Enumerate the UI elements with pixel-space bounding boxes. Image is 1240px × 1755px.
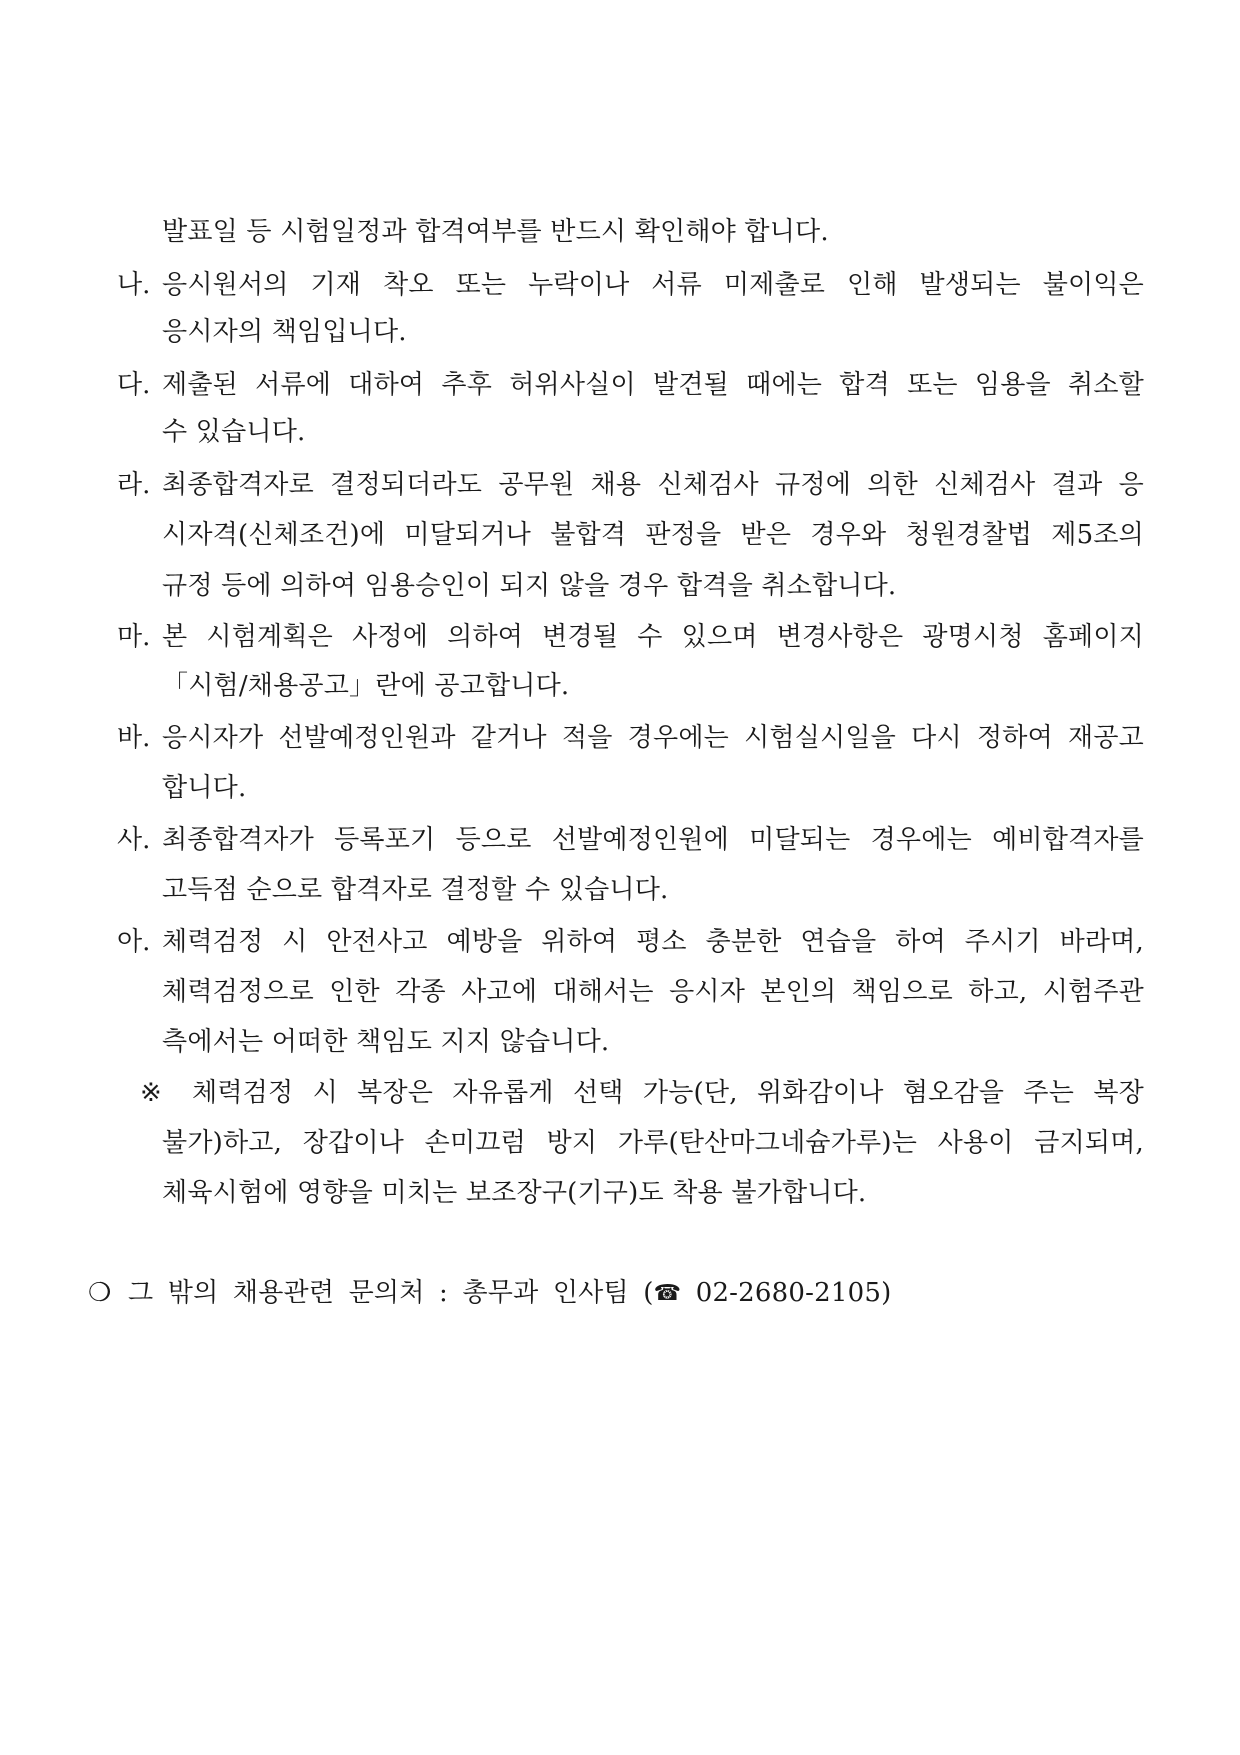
note-text-line: 체육시험에 영향을 미치는 보조장구(기구)도 착용 불가합니다. (162, 1178, 867, 1208)
item-text-line: 수 있습니다. (162, 417, 306, 447)
item-text-line: 응시자의 책임입니다. (162, 317, 407, 347)
item-text-line: 체력검정 시 안전사고 예방을 위하여 평소 충분한 연습을 하여 주시기 바라며, (162, 927, 1144, 957)
note-marker: ※ (140, 1078, 162, 1108)
item-marker: 바. (117, 723, 151, 753)
note-item (0, 1073, 1240, 1113)
list-item-continuation (0, 972, 1240, 1012)
item-text-line: 최종합격자로 결정되더라도 공무원 채용 신체검사 규정에 의한 신체검사 결과 응 (162, 470, 1144, 500)
telephone-icon: ☎ (653, 1281, 682, 1306)
list-item (0, 465, 1240, 505)
item-text-line: 합니다. (162, 773, 247, 803)
item-text-line: 규정 등에 의하여 임용승인이 되지 않을 경우 합격을 취소합니다. (162, 571, 897, 601)
list-item-continuation (0, 1022, 1240, 1062)
list-item-continuation (0, 312, 1240, 352)
item-text-line: 제출된 서류에 대하여 추후 허위사실이 발견될 때에는 합격 또는 임용을 취소할 (162, 370, 1144, 400)
list-item-continuation (0, 768, 1240, 808)
item-marker: 라. (117, 470, 151, 500)
item-text-line: 응시원서의 기재 착오 또는 누락이나 서류 미제출로 인해 발생되는 불이익은 (162, 270, 1144, 300)
list-item (0, 265, 1240, 305)
list-item (0, 212, 1240, 252)
item-text-line: 본 시험계획은 사정에 의하여 변경될 수 있으며 변경사항은 광명시청 홈페이지 (162, 622, 1144, 652)
list-item (0, 365, 1240, 405)
item-marker: 아. (117, 927, 151, 957)
list-item (0, 617, 1240, 657)
contact-text (128, 1273, 1028, 1313)
list-item-continuation (0, 666, 1240, 706)
list-item (0, 820, 1240, 860)
item-text-line: 고득점 순으로 합격자로 결정할 수 있습니다. (162, 875, 669, 905)
list-item-continuation (0, 412, 1240, 452)
item-text-line: 응시자가 선발예정인원과 같거나 적을 경우에는 시험실시일을 다시 정하여 재공고 (162, 723, 1144, 753)
item-text-line: 발표일 등 시험일정과 합격여부를 반드시 확인해야 합니다. (162, 217, 829, 247)
item-text-line: 시자격(신체조건)에 미달되거나 불합격 판정을 받은 경우와 청원경찰법 제5조의 (162, 520, 1144, 550)
contact-line (0, 1273, 1240, 1313)
item-text-line: 최종합격자가 등록포기 등으로 선발예정인원에 미달되는 경우에는 예비합격자를 (162, 825, 1144, 855)
item-text-line: 체력검정으로 인한 각종 사고에 대해서는 응시자 본인의 책임으로 하고, 시험주관 (162, 977, 1144, 1007)
list-item-continuation (0, 515, 1240, 555)
item-marker: 다. (117, 370, 151, 400)
item-marker: 마. (117, 622, 151, 652)
item-marker: 사. (117, 825, 151, 855)
item-text-line: 측에서는 어떠한 책임도 지지 않습니다. (162, 1027, 610, 1057)
note-item-continuation (0, 1173, 1240, 1213)
contact-phone: 02-2680-2105) (681, 1278, 892, 1308)
item-marker: 나. (117, 270, 151, 300)
item-text-line: 「시험/채용공고」란에 공고합니다. (162, 671, 570, 701)
list-item-continuation (0, 870, 1240, 910)
list-item-continuation (0, 566, 1240, 606)
list-item (0, 718, 1240, 758)
note-text-line: 불가)하고, 장갑이나 손미끄럼 방지 가루(탄산마그네슘가루)는 사용이 금지되며, (162, 1128, 1144, 1158)
circle-bullet-icon: ❍ (88, 1278, 112, 1308)
note-text-line: 체력검정 시 복장은 자유롭게 선택 가능(단, 위화감이나 혐오감을 주는 복장 (192, 1078, 1144, 1108)
note-item-continuation (0, 1123, 1240, 1163)
contact-label: 그 밖의 채용관련 문의처 : 총무과 인사팀 ( (128, 1278, 654, 1308)
list-item (0, 922, 1240, 962)
